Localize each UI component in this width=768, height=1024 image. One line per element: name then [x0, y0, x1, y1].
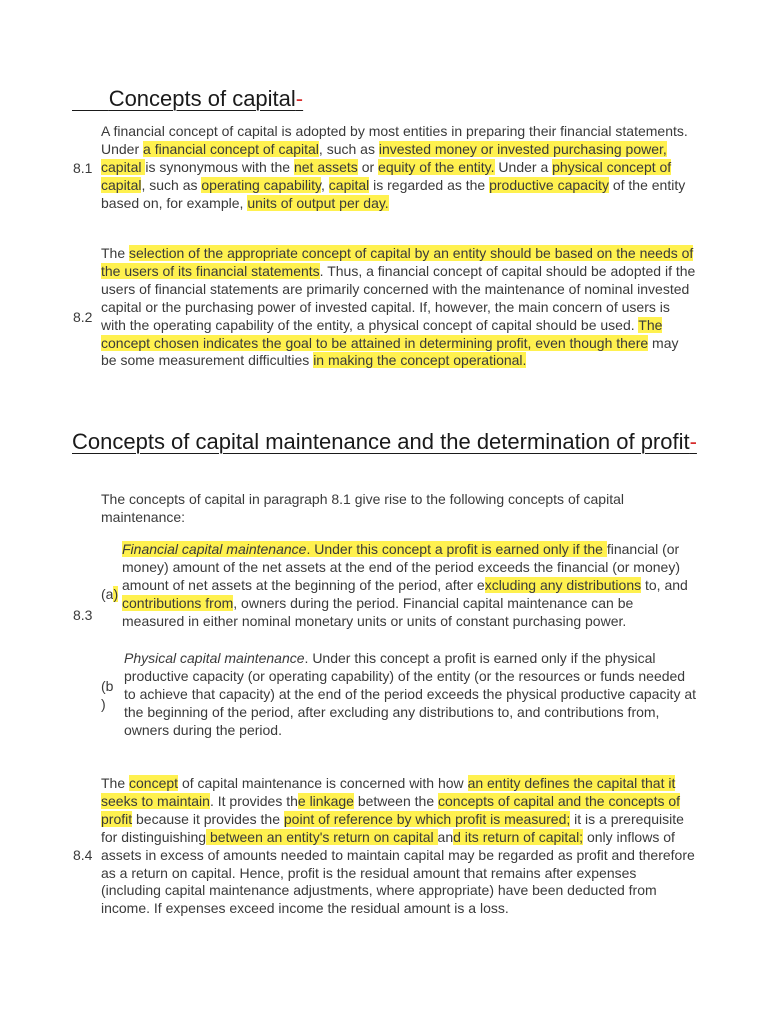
highlighted-text: contributions from [122, 594, 234, 611]
sub-item-label-b: (b ) [101, 678, 114, 712]
text-run: , owners during the period. Financial capital maintenance can be measured in either nominal monetary units or units of constant purchasing power. [122, 594, 634, 629]
highlighted-text: The concept chosen indicates the goal to be attained in determining profit, even though there [101, 316, 663, 351]
highlighted-text: point of reference by which profit is measured; [283, 810, 571, 827]
text-run: to, and [641, 576, 688, 593]
text-run: financial (or money) amount of the net assets at the end of the period exceeds the financial (or money) amount of net assets at the beginning of the period, after e [122, 541, 680, 593]
paragraph-number: 8.3 [73, 607, 93, 623]
text-run: only inflows of assets in excess of amounts needed to maintain capital may be regarded as profit and therefore as a return on capital. Hence, profit is the residual amount that remains after expenses (including capital maintenance adjustments, where appropriate) have been deducted from income. If expenses exceed income the residual amount is a loss. [101, 828, 695, 917]
text-run: , [321, 176, 329, 193]
highlighted-text: xcluding any distributions [484, 576, 642, 593]
highlighted-text: invested money or invested purchasing power, capital [101, 140, 667, 175]
sub-item-text: . Under this concept a profit is earned only if the physical productive capacity (or operating capability) of the entity (or the resources or funds needed to achieve that capacity) at the end of the period exceeds the physical productive capacity at the beginning of the period, after excluding any distributions to, and contributions from, owners during the period. [124, 650, 697, 738]
paragraph-8-3-intro: The concepts of capital in paragraph 8.1 give rise to the following concepts of capital maintenance: [101, 491, 624, 525]
text-run: . Thus, a financial concept of capital should be adopted if the users of financial statements are primarily concerned with the maintenance of nominal invested capital or the purchasing power of invested capital. If, however, the main concern of users is with the operating capability of the entity, a physical concept of capital should be used. [101, 262, 696, 333]
highlighted-text: physical concept of capital [101, 158, 672, 193]
text-run: between the [353, 792, 438, 809]
paragraph-8-2 [101, 245, 697, 370]
highlighted-text: net assets [293, 158, 358, 175]
text-run: A financial concept of capital is adopted by most entities in preparing their financial statements. Under [101, 123, 688, 157]
text-run: is synonymous with the [145, 158, 294, 175]
text-run: is regarded as the [369, 176, 490, 193]
section-heading-text: Concepts of capital maintenance and the determination of profit [72, 429, 690, 454]
highlighted-text: . Under this concept a profit is earned only if the [306, 541, 607, 557]
highlighted-text: concept [129, 775, 179, 791]
highlighted-text: between an entity's return on capital [206, 828, 438, 845]
heading-dash: - [295, 86, 304, 111]
highlighted-text: an entity defines the capital that it seeks to maintain [101, 775, 676, 809]
sub-item-term: Financial capital maintenance [122, 541, 307, 557]
paragraph-number: 8.2 [73, 309, 93, 325]
text-run: Under a [494, 158, 553, 175]
highlighted-text: operating capability [201, 176, 321, 193]
highlighted-text: productive capacity [489, 176, 609, 193]
section-heading-concepts-of-capital [72, 86, 303, 112]
text-run: The [101, 775, 130, 791]
text-run: may be some measurement difficulties [101, 334, 679, 369]
text-run: The [101, 245, 130, 261]
paragraph-number: 8.4 [73, 847, 93, 863]
highlighted-text: concepts of capital and the concepts of profit [101, 792, 681, 827]
sub-item-label-a: (a) [101, 586, 119, 602]
text-run: it is a prerequisite for distinguishing [101, 810, 684, 845]
paragraph-8-4 [101, 775, 697, 918]
paragraph-8-1 [101, 123, 697, 213]
highlighted-text: units of output per day. [247, 194, 389, 211]
highlighted-text: in making the concept operational. [313, 352, 527, 369]
highlighted-text: equity of the entity. [378, 158, 495, 175]
paragraph-number: 8.1 [73, 160, 93, 176]
sub-item-b-physical-capital-maintenance [124, 650, 699, 740]
highlighted-text: a financial concept of capital [143, 140, 319, 157]
text-run: or [357, 158, 379, 175]
highlighted-text: e linkage [297, 792, 354, 809]
sub-item-a-financial-capital-maintenance [122, 541, 697, 631]
text-run: of capital maintenance is concerned with how [178, 775, 468, 791]
text-run: of the entity based on, for example, [101, 176, 686, 211]
section-heading-capital-maintenance [72, 428, 712, 456]
sub-item-label-close: ) [113, 586, 119, 602]
text-run: , such as [141, 176, 202, 193]
text-run: because it provides the [132, 810, 284, 827]
section-heading-text: Concepts of capital [108, 86, 296, 111]
heading-dash: - [689, 429, 697, 454]
text-run: an [437, 828, 454, 845]
text-run: , such as [318, 140, 379, 157]
highlighted-text: d its return of capital; [453, 828, 584, 845]
text-run: . It provides th [209, 792, 298, 809]
highlighted-text: selection of the appropriate concept of capital by an entity should be based on the needs of the users of its financial statements [101, 245, 694, 279]
sub-item-term: Physical capital maintenance [124, 650, 305, 666]
highlighted-text: capital [328, 176, 370, 193]
